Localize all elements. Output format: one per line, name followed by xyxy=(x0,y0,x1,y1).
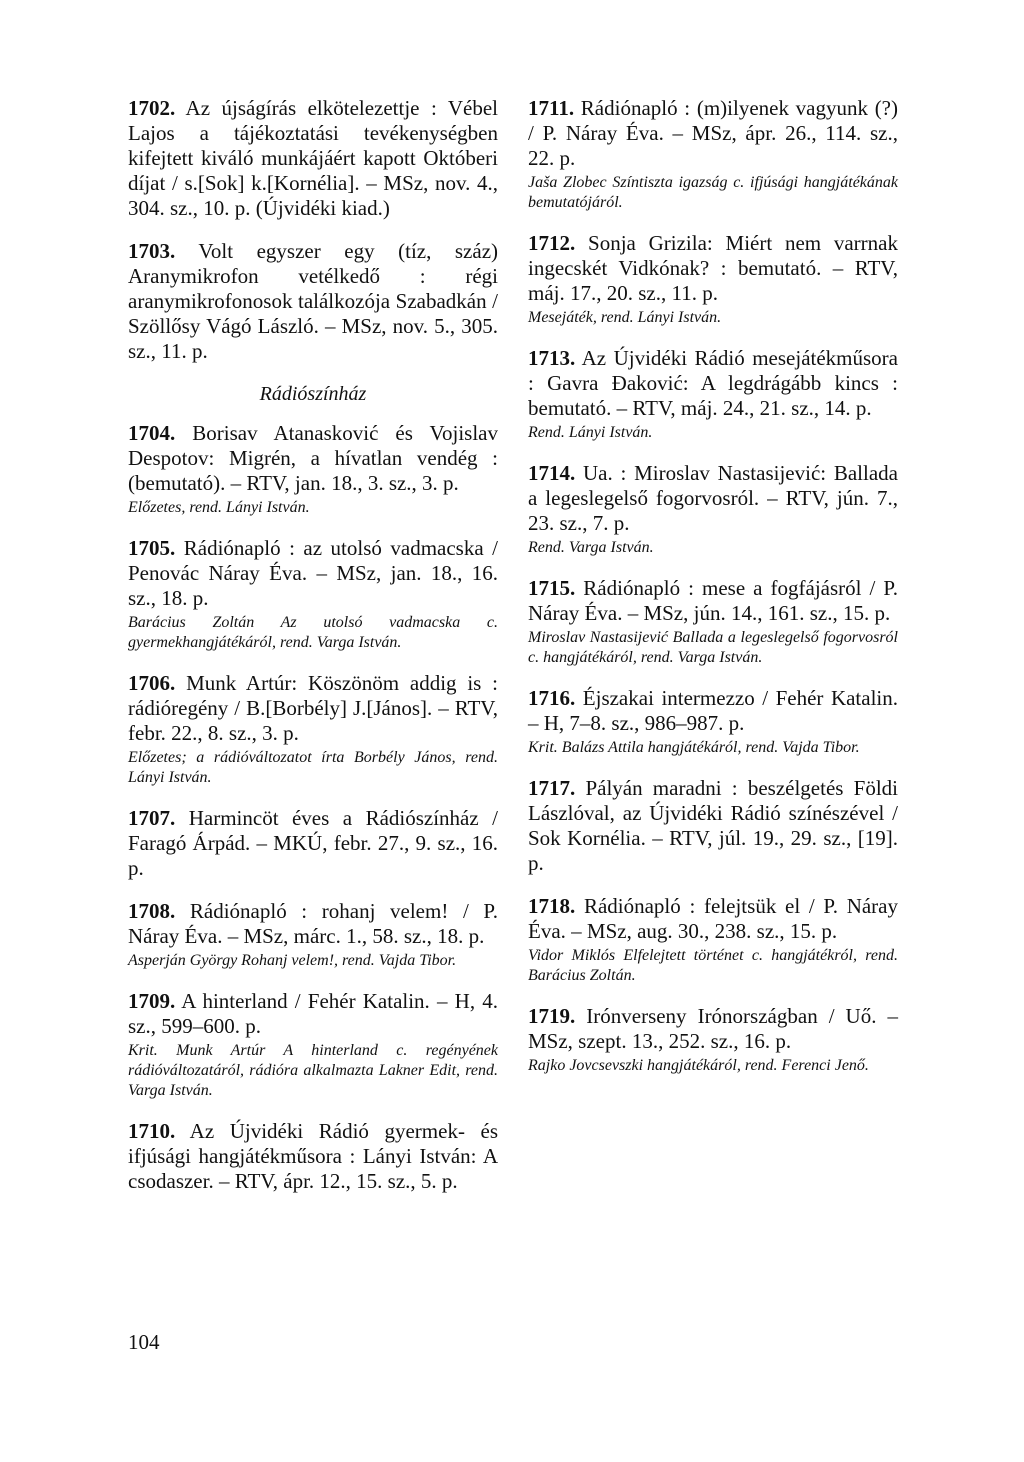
bibliography-entry xyxy=(128,899,498,971)
entry-body xyxy=(528,1004,898,1054)
entry-body xyxy=(528,576,898,626)
entry-text: Az Újvidéki Rádió gyermek- és ifjúsági hangjátékműsora : Lányi István: A csodaszer. – RTV, ápr. 12., 15. sz., 5. p. xyxy=(128,1119,498,1193)
entry-annotation: Vidor Miklós Elfelejtett történet c. hangjátékról, rend. Barácius Zoltán. xyxy=(528,947,898,984)
bibliography-entry xyxy=(128,239,498,364)
entry-text: Irónverseny Irónországban / Uő. – MSz, szept. 13., 252. sz., 16. p. xyxy=(528,1004,898,1053)
entry-text: Rádiónapló : rohanj velem! / P. Náray Éva. – MSz, márc. 1., 58. sz., 18. p. xyxy=(128,899,499,948)
entry-number: 1712. xyxy=(528,231,576,255)
bibliography-entry xyxy=(528,96,898,213)
bibliography-entry xyxy=(128,989,498,1101)
entry-number: 1711. xyxy=(528,96,575,120)
entry-annotation: Előzetes, rend. Lányi István. xyxy=(128,499,310,516)
entry-body xyxy=(128,239,498,364)
entry-text: Rádiónapló : az utolsó vadmacska / Penovác Náray Éva. – MSz, jan. 18., 16. sz., 18. p. xyxy=(128,536,498,610)
left-column xyxy=(128,96,498,1212)
entry-annotation: Mesejáték, rend. Lányi István. xyxy=(528,309,722,326)
entry-body xyxy=(128,671,498,746)
entry-body xyxy=(528,231,898,306)
entry-text: Harmincöt éves a Rádiószínház / Faragó Árpád. – MKÚ, febr. 27., 9. sz., 16. p. xyxy=(128,806,498,880)
entry-text: Sonja Grizila: Miért nem varrnak ingecskét Vidkónak? : bemutató. – RTV, máj. 17., 20. sz., 11. p. xyxy=(528,231,898,305)
entry-annotation: Rend. Varga István. xyxy=(528,539,654,556)
bibliography-entry xyxy=(128,536,498,653)
entry-annotation: Előzetes; a rádióváltozatot írta Borbély János, rend. Lányi István. xyxy=(128,749,498,786)
left-entries-before-section xyxy=(128,96,498,364)
entry-body xyxy=(128,899,498,949)
bibliography-entry xyxy=(528,894,898,986)
entry-body xyxy=(528,894,898,944)
bibliography-entry xyxy=(528,231,898,328)
bibliography-entry xyxy=(128,806,498,881)
entry-annotation: Rajko Jovcsevszki hangjátékáról, rend. Ferenci Jenő. xyxy=(528,1057,869,1074)
entry-text: Rádiónapló : (m)ilyenek vagyunk (?) / P. Náray Éva. – MSz, ápr. 26., 114. sz., 22. p. xyxy=(528,96,898,170)
entry-annotation: Rend. Lányi István. xyxy=(528,424,653,441)
entry-body xyxy=(528,686,898,736)
entry-number: 1717. xyxy=(528,776,576,800)
entry-annotation: Miroslav Nastasijević Ballada a legeslegelső fogorvosról c. hangjátékáról, rend. Varga István. xyxy=(528,629,898,666)
entry-body xyxy=(128,96,498,221)
entry-number: 1703. xyxy=(128,239,176,263)
entry-number: 1706. xyxy=(128,671,176,695)
entry-number: 1707. xyxy=(128,806,176,830)
left-entries-after-section xyxy=(128,421,498,1194)
entry-text: Rádiónapló : mese a fogfájásról / P. Náray Éva. – MSz, jún. 14., 161. sz., 15. p. xyxy=(528,576,898,625)
entry-text: A hinterland / Fehér Katalin. – H, 4. sz., 599–600. p. xyxy=(128,989,498,1038)
bibliography-entry xyxy=(528,686,898,758)
page-number: 104 xyxy=(128,1330,160,1354)
entry-body xyxy=(128,806,498,881)
entry-annotation: Krit. Munk Artúr A hinterland c. regényének rádióváltozatáról, rádióra alkalmazta Lakner Edit, rend. Varga István. xyxy=(128,1042,498,1099)
entry-body xyxy=(128,421,498,496)
bibliography-entry xyxy=(528,576,898,668)
entry-text: Munk Artúr: Köszönöm addig is : rádióregény / B.[Borbély] J.[János]. – RTV, febr. 22., 8. sz., 3. p. xyxy=(128,671,499,745)
entry-number: 1704. xyxy=(128,421,176,445)
bibliography-entry xyxy=(528,1004,898,1076)
entry-number: 1710. xyxy=(128,1119,176,1143)
bibliography-entry xyxy=(128,96,498,221)
entry-annotation: Krit. Balázs Attila hangjátékáról, rend. Vajda Tibor. xyxy=(528,739,860,756)
bibliography-entry xyxy=(528,461,898,558)
entry-number: 1708. xyxy=(128,899,176,923)
entry-annotation: Asperján György Rohanj velem!, rend. Vajda Tibor. xyxy=(128,952,457,969)
entry-number: 1705. xyxy=(128,536,176,560)
bibliography-entry xyxy=(128,421,498,518)
bibliography-entry xyxy=(528,346,898,443)
right-column xyxy=(528,96,898,1094)
entry-body xyxy=(128,989,498,1039)
entry-text: Borisav Atanasković és Vojislav Despotov: Migrén, a hívatlan vendég : (bemutató). – RTV, jan. 18., 3. sz., 3. p. xyxy=(128,421,498,495)
entry-body xyxy=(528,96,898,171)
bibliography-entry xyxy=(128,671,498,788)
entry-text: Az újságírás elkötelezettje : Vébel Lajos a tájékoztatási tevékenységben kifejtett kiváló munkájáért kapott Októberi díjat / s.[Sok] k.[Kornélia]. – MSz, nov. 4., 304. sz., 10. p. (Újvidéki kiad.) xyxy=(128,96,498,220)
entry-text: Éjszakai intermezzo / Fehér Katalin. – H, 7–8. sz., 986–987. p. xyxy=(528,686,899,735)
entry-number: 1716. xyxy=(528,686,576,710)
entry-number: 1709. xyxy=(128,989,176,1013)
entry-annotation: Jaša Zlobec Színtiszta igazság c. ifjúsági hangjátékának bemutatójáról. xyxy=(528,174,898,211)
entry-number: 1713. xyxy=(528,346,576,370)
entry-number: 1718. xyxy=(528,894,576,918)
entry-body xyxy=(528,776,898,876)
entry-number: 1714. xyxy=(528,461,576,485)
bibliography-entry xyxy=(528,776,898,876)
entry-number: 1719. xyxy=(528,1004,576,1028)
entry-number: 1702. xyxy=(128,96,176,120)
bibliography-entry xyxy=(128,1119,498,1194)
entry-annotation: Barácius Zoltán Az utolsó vadmacska c. gyermekhangjátékáról, rend. Varga István. xyxy=(128,614,498,651)
entry-text: Rádiónapló : felejtsük el / P. Náray Éva. – MSz, aug. 30., 238. sz., 15. p. xyxy=(528,894,898,943)
entry-text: Az Újvidéki Rádió mesejátékműsora : Gavra Đaković: A legdrágább kincs : bemutató. – RTV, máj. 24., 21. sz., 14. p. xyxy=(528,346,898,420)
entry-body xyxy=(128,1119,498,1194)
entry-body xyxy=(528,346,898,421)
right-entries xyxy=(528,96,898,1076)
entry-body xyxy=(128,536,498,611)
section-heading: Rádiószínház xyxy=(259,383,367,405)
entry-text: Pályán maradni : beszélgetés Földi Lászlóval, az Újvidéki Rádió színészével / Sok Kornélia. – RTV, júl. 19., 29. sz., [19]. p. xyxy=(528,776,898,875)
entry-text: Volt egyszer egy (tíz, száz) Aranymikrofon vetélkedő : régi aranymikrofonosok találkozója Szabadkán / Szöllősy Vágó László. – MSz, nov. 5., 305. sz., 11. p. xyxy=(128,239,499,363)
entry-body xyxy=(528,461,898,536)
entry-number: 1715. xyxy=(528,576,576,600)
entry-text: Ua. : Miroslav Nastasijević: Ballada a legeslegelső fogorvosról. – RTV, jún. 7., 23. sz., 7. p. xyxy=(528,461,898,535)
